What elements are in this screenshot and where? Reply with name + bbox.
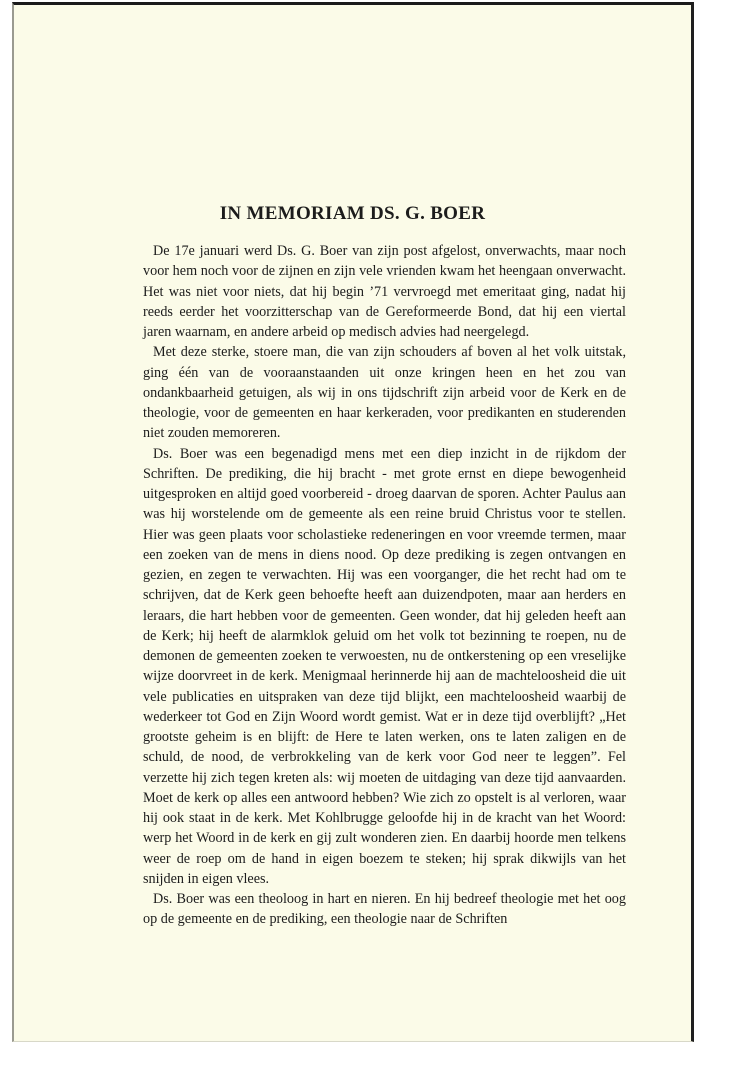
paragraph-2: Met deze sterke, stoere man, die van zijn schouders af boven al het volk uitstak, ging één van de vooraanstaanden uit onze kringen heen en het zou van ondankbaarheid getuigen, als wij in ons tijdschrift zijn arbeid voor de Kerk en de theologie, voor de gemeenten en haar kerkeraden, voor predikanten en studerenden niet zouden memoreren. (143, 344, 626, 442)
paragraph-1: De 17e januari werd Ds. G. Boer van zijn post afgelost, onverwachts, maar noch voor hem noch voor de zijnen en zijn vele vrienden kwam het heengaan onverwacht. Het was niet voor niets, dat hij begin ’71 vervroegd met emeritaat ging, nadat hij reeds eerder het voorzitterschap van de Gereformeerde Bond, dat hij een viertal jaren waarnam, en andere arbeid op medisch advies had neergelegd. (143, 243, 626, 340)
paragraph-3: Ds. Boer was een begenadigd mens met een diep inzicht in de rijkdom der Schriften. De prediking, die hij bracht - met grote ernst en diepe bewogenheid uitgesproken en altijd goed voorbereid - droeg daarvan de sporen. Achter Paulus aan was hij worstelende om de gemeente als een reine bruid Christus voor te stellen. Hier was geen plaats voor scholastieke redeneringen en voor vreemde termen, maar een zoeken van de mens in diens nood. Op deze prediking is zegen ontvangen en gezien, en zegen te verwachten. Hij was een voorganger, die het recht had om te schrijven, dat de Kerk geen behoefte heeft aan duizendpoten, maar aan herders en leraars, die hart hebben voor de gemeenten. Geen wonder, dat hij geleden heeft aan de Kerk; hij heeft de alarmklok geluid om het volk tot bezinning te roepen, nu de demonen de gemeenten zoeken te verwoesten, nu de ontkerstening op een vreselijke wijze doorvreet in de kerk. Menigmaal herinnerde hij aan de machteloosheid die uit vele publicaties en uitspraken van deze tijd blijkt, een machteloosheid waarbij de wederkeer tot God en Zijn Woord wordt gemist. Wat er in deze tijd overblijft? „Het grootste geheim is en blijft: de Here te laten werken, ons te laten zaligen en de schuld, de nood, de verbrokkeling van de kerk voor God neer te leggen”. Fel verzette hij zich tegen kreten als: wij moeten de uitdaging van deze tijd aanvaarden. Moet de kerk op alles een antwoord hebben? Wie zich zo opstelt is al verloren, waar hij ook staat in de kerk. Met Kohlbrugge geloofde hij in de kracht van het Woord: werp het Woord in de kerk en gij zult wonderen zien. En daarbij hoorde men telkens weer de roep om de hand in eigen boezem te steken; hij sprak dikwijls van het snijden in eigen vlees. (143, 445, 626, 887)
paragraph-4: Ds. Boer was een theoloog in hart en nieren. En hij bedreef theologie met het oog op de gemeente en de prediking, een theologie naar de Schriften (143, 891, 626, 928)
article-body (143, 241, 626, 930)
document-page (12, 2, 694, 1042)
page-title: IN MEMORIAM DS. G. BOER (219, 203, 486, 224)
